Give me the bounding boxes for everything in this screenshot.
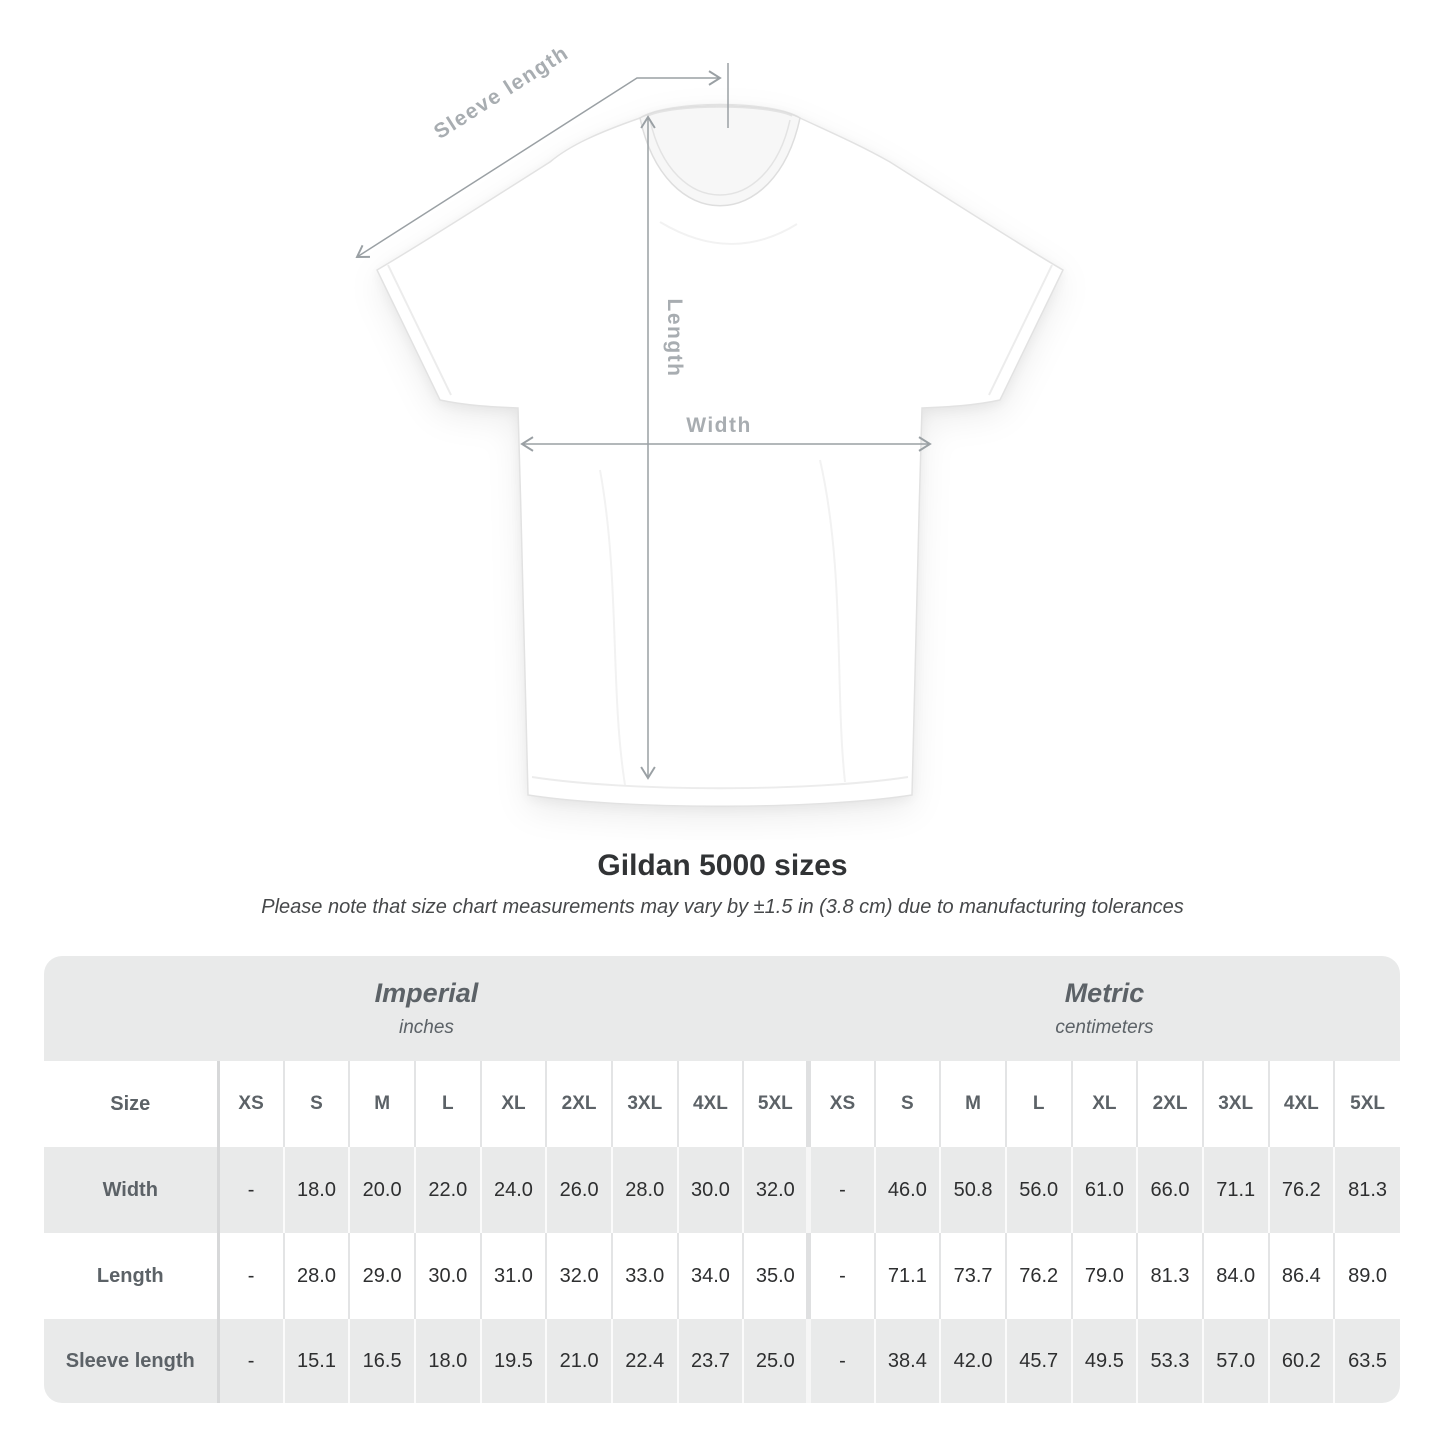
measurement-value: -: [218, 1319, 284, 1403]
measurement-value: 86.4: [1269, 1233, 1335, 1319]
measurement-value: 30.0: [415, 1233, 481, 1319]
measurement-value: 29.0: [349, 1233, 415, 1319]
measurement-value: 53.3: [1137, 1319, 1203, 1403]
length-row: [44, 1233, 1400, 1319]
unit-section-row: [44, 956, 1400, 1061]
measurement-value: 57.0: [1203, 1319, 1269, 1403]
measurement-value: 42.0: [940, 1319, 1006, 1403]
measurement-value: 79.0: [1072, 1233, 1138, 1319]
size-col-header: M: [349, 1061, 415, 1147]
measurement-value: 73.7: [940, 1233, 1006, 1319]
size-col-header: 3XL: [1203, 1061, 1269, 1147]
size-col-header: 5XL: [743, 1061, 809, 1147]
imperial-label: Imperial: [374, 978, 479, 1008]
measurement-value: 66.0: [1137, 1147, 1203, 1233]
measurement-value: -: [809, 1147, 875, 1233]
measurement-value: 61.0: [1072, 1147, 1138, 1233]
measurement-value: 25.0: [743, 1319, 809, 1403]
measurement-value: 60.2: [1269, 1319, 1335, 1403]
metric-label: Metric: [1064, 978, 1145, 1008]
width-label: Width: [686, 414, 752, 437]
measurement-value: 33.0: [612, 1233, 678, 1319]
measurement-value: 22.4: [612, 1319, 678, 1403]
measurement-value: 16.5: [349, 1319, 415, 1403]
measurement-value: 56.0: [1006, 1147, 1072, 1233]
measurement-value: 19.5: [481, 1319, 547, 1403]
measurement-value: 50.8: [940, 1147, 1006, 1233]
measurement-value: 24.0: [481, 1147, 547, 1233]
measurement-value: 49.5: [1072, 1319, 1138, 1403]
size-header-row: [44, 1061, 1400, 1147]
size-col-header: XS: [809, 1061, 875, 1147]
measurement-value: 20.0: [349, 1147, 415, 1233]
size-col-header: L: [415, 1061, 481, 1147]
size-col-header: XL: [1072, 1061, 1138, 1147]
measurement-value: 30.0: [678, 1147, 744, 1233]
measurement-value: 23.7: [678, 1319, 744, 1403]
sleeve-length-row: [44, 1319, 1400, 1403]
measurement-value: 34.0: [678, 1233, 744, 1319]
size-col-header: 4XL: [678, 1061, 744, 1147]
measurement-value: 84.0: [1203, 1233, 1269, 1319]
length-label: Length: [663, 298, 686, 378]
size-col-header: 4XL: [1269, 1061, 1335, 1147]
measurement-value: 38.4: [875, 1319, 941, 1403]
size-col-header: 2XL: [1137, 1061, 1203, 1147]
measurement-value: 32.0: [546, 1233, 612, 1319]
measurement-value: -: [809, 1233, 875, 1319]
size-col-header: XS: [218, 1061, 284, 1147]
measurement-value: 35.0: [743, 1233, 809, 1319]
measurement-value: 15.1: [284, 1319, 350, 1403]
measurement-value: 46.0: [875, 1147, 941, 1233]
size-col-header: 5XL: [1334, 1061, 1400, 1147]
measurement-value: 76.2: [1269, 1147, 1335, 1233]
measurement-value: 32.0: [743, 1147, 809, 1233]
imperial-unit: inches: [398, 1017, 454, 1038]
tolerance-note: Please note that size chart measurements may vary by ±1.5 in (3.8 cm) due to manufacturing tolerances: [261, 896, 1184, 918]
sleeve-length-label: Sleeve length: [430, 41, 574, 144]
size-chart-table: [44, 956, 1400, 1403]
size-col-header: M: [940, 1061, 1006, 1147]
page-title: Gildan 5000 sizes: [597, 849, 848, 882]
measurement-value: 26.0: [546, 1147, 612, 1233]
measurement-value: 28.0: [284, 1233, 350, 1319]
size-col-header: S: [875, 1061, 941, 1147]
row-label: Length: [96, 1264, 164, 1287]
size-col-header: L: [1006, 1061, 1072, 1147]
size-header: Size: [110, 1092, 151, 1115]
measurement-value: 81.3: [1334, 1147, 1400, 1233]
measurement-value: 22.0: [415, 1147, 481, 1233]
measurement-value: -: [218, 1147, 284, 1233]
measurement-value: 45.7: [1006, 1319, 1072, 1403]
size-col-header: 2XL: [546, 1061, 612, 1147]
row-label: Sleeve length: [65, 1349, 195, 1372]
size-col-header: XL: [481, 1061, 547, 1147]
measurement-value: 21.0: [546, 1319, 612, 1403]
metric-unit: centimeters: [1055, 1017, 1154, 1038]
measurement-value: 63.5: [1334, 1319, 1400, 1403]
measurement-value: 71.1: [1203, 1147, 1269, 1233]
measurement-value: -: [809, 1319, 875, 1403]
measurement-value: 89.0: [1334, 1233, 1400, 1319]
measurement-value: 81.3: [1137, 1233, 1203, 1319]
measurement-value: -: [218, 1233, 284, 1319]
row-label: Width: [102, 1178, 158, 1201]
measurement-value: 28.0: [612, 1147, 678, 1233]
measurement-value: 18.0: [415, 1319, 481, 1403]
imperial-section-header: [44, 956, 809, 1061]
measurement-value: 31.0: [481, 1233, 547, 1319]
measurement-value: 71.1: [875, 1233, 941, 1319]
measurement-value: 18.0: [284, 1147, 350, 1233]
size-col-header: S: [284, 1061, 350, 1147]
width-row: [44, 1147, 1400, 1233]
measurement-value: 76.2: [1006, 1233, 1072, 1319]
tshirt-measurement-diagram: [300, 40, 1150, 840]
size-col-header: 3XL: [612, 1061, 678, 1147]
metric-section-header: [809, 956, 1400, 1061]
tshirt-image: [377, 105, 1063, 807]
